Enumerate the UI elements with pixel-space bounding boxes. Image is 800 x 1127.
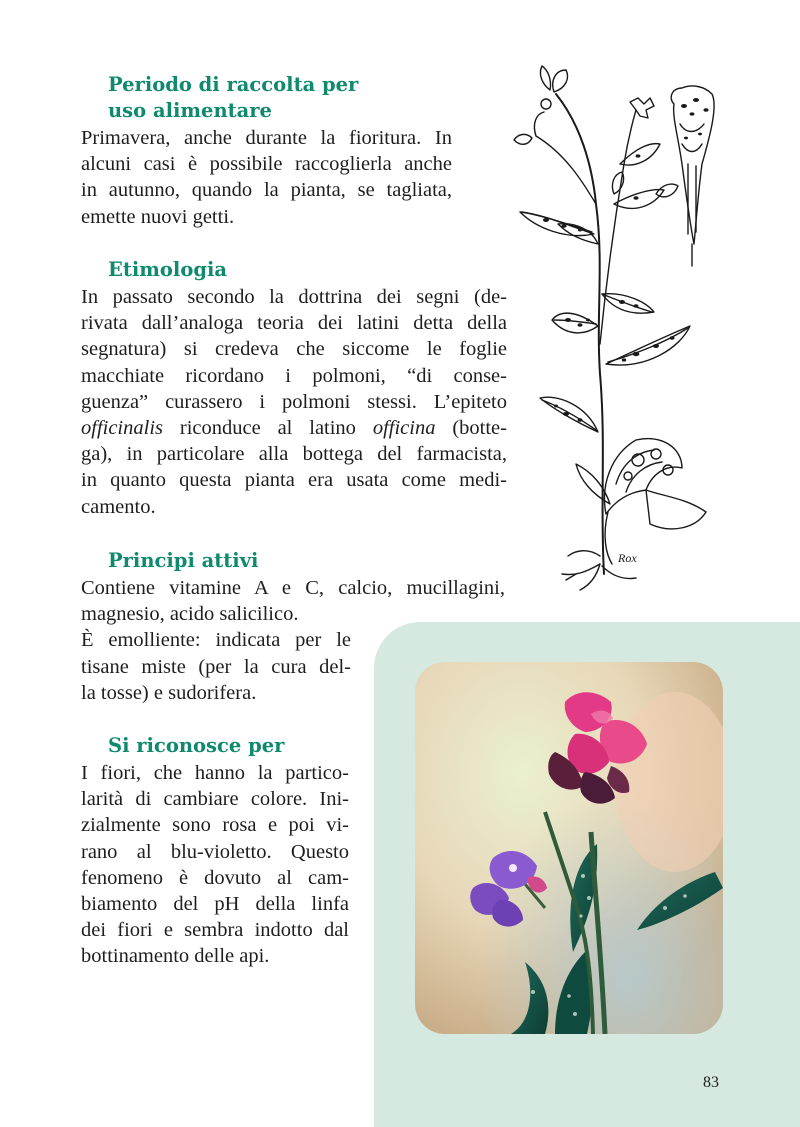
paragraph-recognize: I fiori, che hanno la partico- larità di cambiare colore. Ini- zialmente sono rosa e poi vi- rano al blu-violetto. Questo fenomeno è dovuto al cam- biamento del pH della linfa dei fiori e sembra indotto dal bottinamento delle api. <box>81 762 349 968</box>
etymology-italic-line: officinalis riconduce al latino officina (botte- <box>81 417 507 440</box>
paragraph-harvest: Primavera, anche durante la fioritura. In alcuni casi è possibile raccoglierla anche in autunno, quando la pianta, se tagliata, emette nuovi getti. <box>81 127 452 228</box>
page-number: 83 <box>703 1074 719 1091</box>
heading-etymology: Etimologia <box>108 258 228 281</box>
drawing-signature: Rox <box>618 551 637 565</box>
paragraph-active-principles: Contiene vitamine A e C, calcio, mucillagini, magnesio, acido salicilico. È emolliente: indicata per le tisane miste (per la cura del- la tosse) e sudorifera. <box>81 577 505 704</box>
heading-active-principles: Principi attivi <box>108 549 259 572</box>
plant-drawing-icon <box>496 44 720 592</box>
flower-photo-illustration <box>415 662 723 1034</box>
paragraph-etymology: In passato secondo la dottrina dei segni (de- rivata dall’analoga teoria dei latini detta della segnatura) si credeva che siccome le foglie macchiate ricordano i polmoni, “di conse- guenza” curassero i polmoni stessi. L’epiteto officinalis riconduce al latino officina (botte- ga), in particolare alla bottega del farmacista, in quanto questa pianta era usata come medi- camento. <box>81 286 507 518</box>
heading-harvest-period: Periodo di raccolta per uso alimentare <box>108 73 359 122</box>
heading-recognize: Si riconosce per <box>108 734 285 757</box>
flower-photo <box>415 662 723 1034</box>
